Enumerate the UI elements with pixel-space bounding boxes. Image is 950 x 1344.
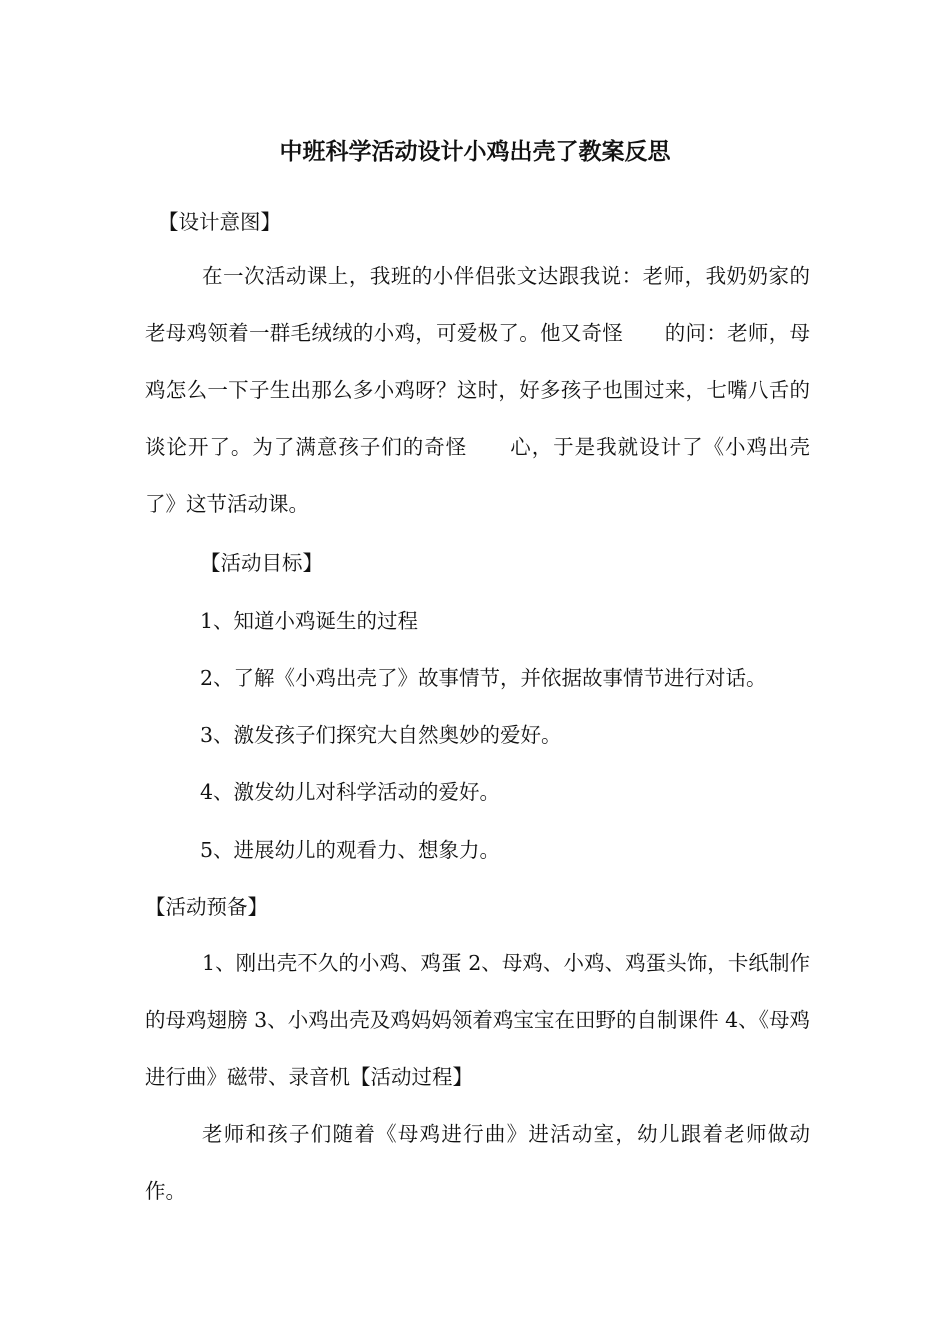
goal-item: 3、激发孩子们探究大自然奥妙的爱好。 — [200, 723, 562, 747]
process-paragraph: 老师和孩子们随着《母鸡进行曲》进活动室，幼儿跟着老师做动作。 — [145, 1122, 810, 1203]
goal-item: 5、进展幼儿的观看力、想象力。 — [200, 838, 501, 862]
goals-heading: 【活动目标】 — [200, 551, 323, 575]
preparation-paragraph: 1、刚出壳不久的小鸡、鸡蛋 2、母鸡、小鸡、鸡蛋头饰，卡纸制作的母鸡翅膀 3、小鸡出壳及鸡妈妈领着鸡宝宝在田野的自制课件 4、《母鸡进行曲》磁带、录音机【活动过程】 — [145, 951, 810, 1089]
preparation-heading: 【活动预备】 — [145, 895, 268, 919]
goal-item: 4、激发幼儿对科学活动的爱好。 — [200, 780, 501, 804]
goal-item: 2、了解《小鸡出壳了》故事情节，并依据故事情节进行对话。 — [200, 666, 767, 690]
document-title: 中班科学活动设计小鸡出壳了教案反思 — [279, 138, 671, 165]
design-intent-paragraph: 在一次活动课上，我班的小伴侣张文达跟我说：老师，我奶奶家的老母鸡领着一群毛绒绒的小鸡，可爱极了。他又奇怪 的问：老师，母鸡怎么一下子生出那么多小鸡呀？这时，好多孩子也围过来，七嘴八舌的谈论开了。为了满意孩子们的奇怪 心，于是我就设计了《小鸡出壳了》这节活动课。 — [145, 264, 810, 516]
goal-item: 1、知道小鸡诞生的过程 — [200, 609, 419, 633]
design-intent-heading: 【设计意图】 — [158, 210, 281, 234]
